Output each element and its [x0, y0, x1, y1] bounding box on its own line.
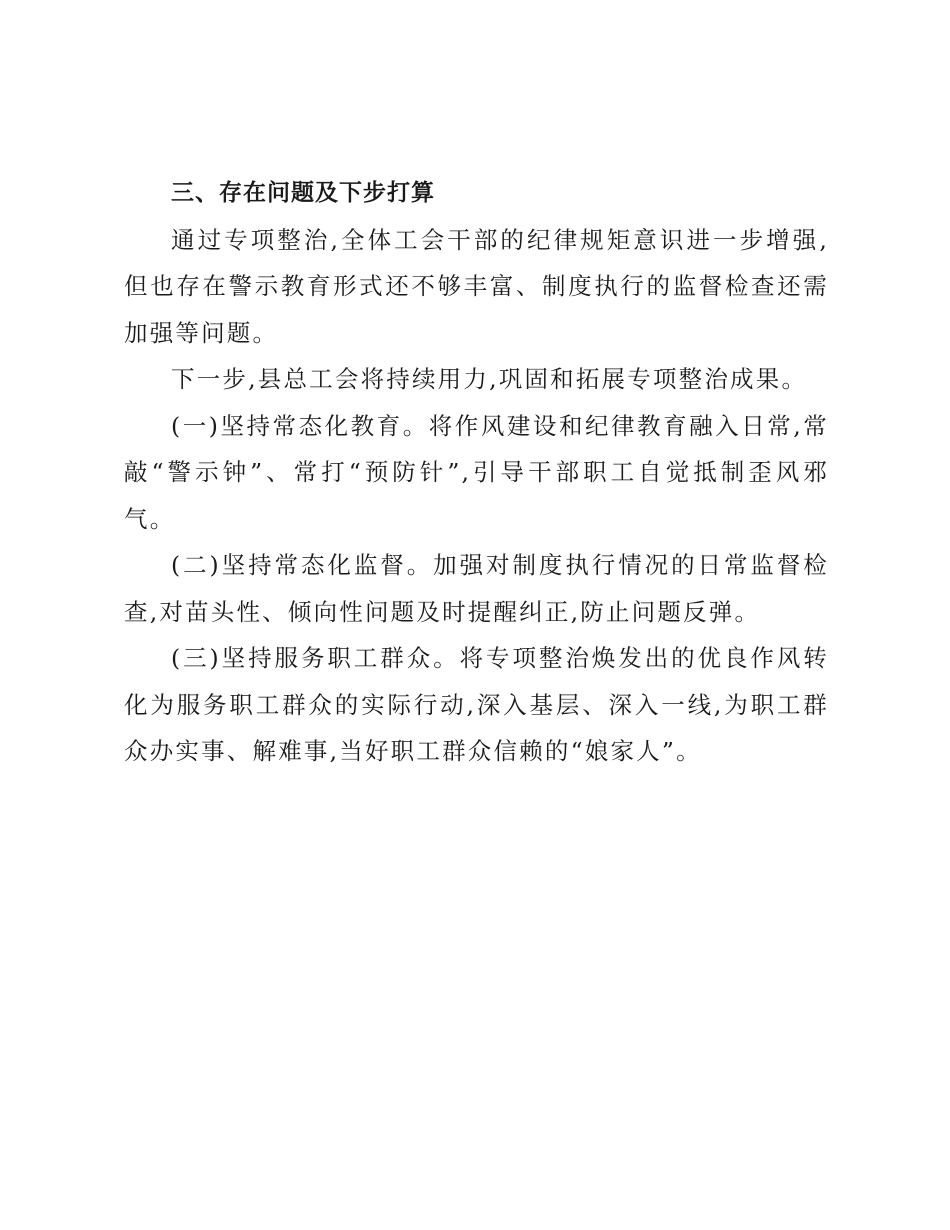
paragraph-item-2: (二)坚持常态化监督。加强对制度执行情况的日常监督检查,对苗头性、倾向性问题及时提醒纠正,防止问题反弹。	[124, 551, 829, 626]
paragraph-summary: 通过专项整治,全体工会干部的纪律规矩意识进一步增强,但也存在警示教育形式还不够丰富、制度执行的监督检查还需加强等问题。	[124, 225, 829, 347]
paragraph-item-3: (三)坚持服务职工群众。将专项整治焕发出的优良作风转化为服务职工群众的实际行动,深入基层、深入一线,为职工群众办实事、解难事,当好职工群众信赖的“娘家人”。	[124, 644, 829, 765]
section-heading: 三、存在问题及下步打算	[171, 180, 435, 206]
document-body	[124, 170, 829, 775]
paragraph-item-1: (一)坚持常态化教育。将作风建设和纪律教育融入日常,常敲“警示钟”、常打“预防针”,引导干部职工自觉抵制歪风邪气。	[124, 411, 829, 533]
paragraph-next-step: 下一步,县总工会将持续用力,巩固和拓展专项整治成果。	[171, 365, 808, 393]
